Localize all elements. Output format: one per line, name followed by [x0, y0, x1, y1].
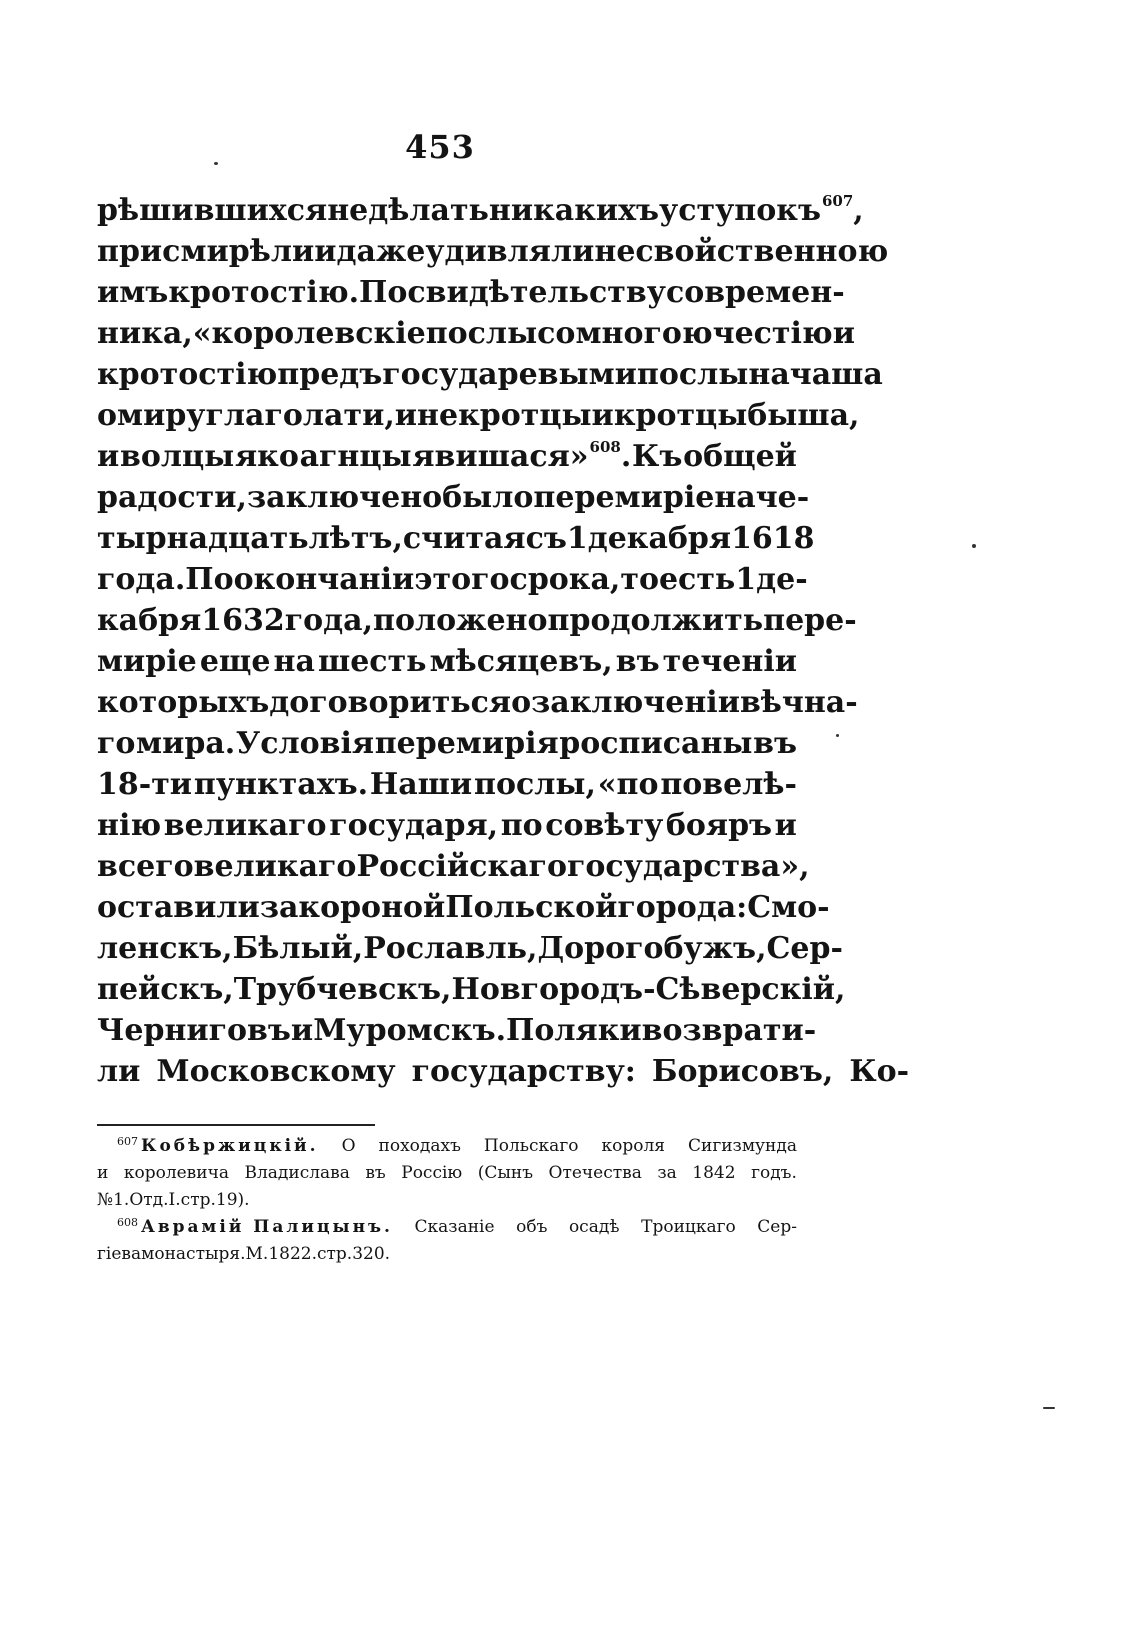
footnote-author: Аврамій Палицынъ. [141, 1217, 393, 1237]
scan-speck [1043, 1407, 1055, 1409]
footnote-reference: 608 [589, 438, 621, 456]
text-line: кротостію предъ государевыми послы начаша [97, 357, 883, 392]
text-line: года. По окончаніи этого срока, то есть 1 де- [97, 562, 808, 597]
footnote-line: гіева монастыря. М. 1822. стр. 320. [97, 1244, 391, 1264]
text-line: и волцы яко агнцы явишася»$^{608}$. Къ общей [97, 438, 797, 474]
text-line: кабря 1632 года, положено продолжить пере- [97, 603, 857, 638]
text-line: имъ кротостію. По свидѣтельству современ- [97, 275, 845, 310]
footnote-number: 608 [117, 1216, 138, 1229]
footnote-author: Кобѣржицкій. [141, 1136, 319, 1156]
text-line: пейскъ, Трубчевскъ, Новгородъ - Сѣверскій, [97, 972, 846, 1007]
text-line: оставили за короной Польской города: Смо- [97, 890, 830, 925]
footnote-line: $^{607}$ Кобѣржицкій. О походахъ Польскаго короля Сигизмунда [117, 1135, 797, 1156]
footnote-line: № 1. Отд. I. стр. 19). [97, 1190, 250, 1210]
text-line: Черниговъ и Муромскъ. Поляки возврати- [97, 1013, 817, 1048]
scan-speck [972, 544, 976, 548]
text-line: радости, заключено было перемиріе на че- [97, 480, 810, 515]
text-line: всего великаго Россійскаго государства», [97, 849, 810, 884]
text-line: ника, «королевскіе послы со многою честію и [97, 316, 855, 351]
footnote-reference: 607 [821, 192, 854, 210]
main-text [97, 190, 910, 1092]
text-line: миріе еще на шесть мѣсяцевъ, въ теченіи [97, 644, 797, 679]
text-line: 18-ти пунктахъ. Наши послы, «по повелѣ- [97, 767, 797, 802]
scan-speck [214, 162, 218, 165]
scan-speck [836, 734, 839, 737]
footnote-number: 607 [117, 1135, 138, 1148]
footnotes [97, 1133, 797, 1268]
text-line: которыхъ договориться о заключеніи вѣчна- [97, 685, 858, 720]
text-line: го мира. Условія перемирія росписаны въ [97, 726, 797, 761]
footnote-line: и королевича Владислава въ Россію (Сынъ Отечества за 1842 годъ. [97, 1163, 797, 1183]
footnote-divider [97, 1124, 375, 1126]
page-number: 453 [405, 128, 475, 166]
text-line: ли Московскому государству: Борисовъ, Ко- [97, 1054, 910, 1089]
text-line: о миру глаголати, и некротцыи кротцы быша, [97, 398, 860, 433]
text-line: ленскъ, Бѣлый, Рославль, Дорогобужъ, Сер- [97, 931, 843, 966]
text-line: присмирѣли и даже удивляли несвойственною [97, 234, 889, 269]
text-line: нію великаго государя, по совѣту бояръ и [97, 808, 797, 843]
footnote-line: $^{608}$ Аврамій Палицынъ. Сказаніе объ осадѣ Троицкаго Сер- [117, 1216, 797, 1237]
text-line: тырнадцать лѣтъ, считая съ 1 декабря 1618 [97, 521, 815, 556]
text-line: рѣшившихся не дѣлать никакихъ уступокъ$^{607}$, [97, 192, 864, 228]
